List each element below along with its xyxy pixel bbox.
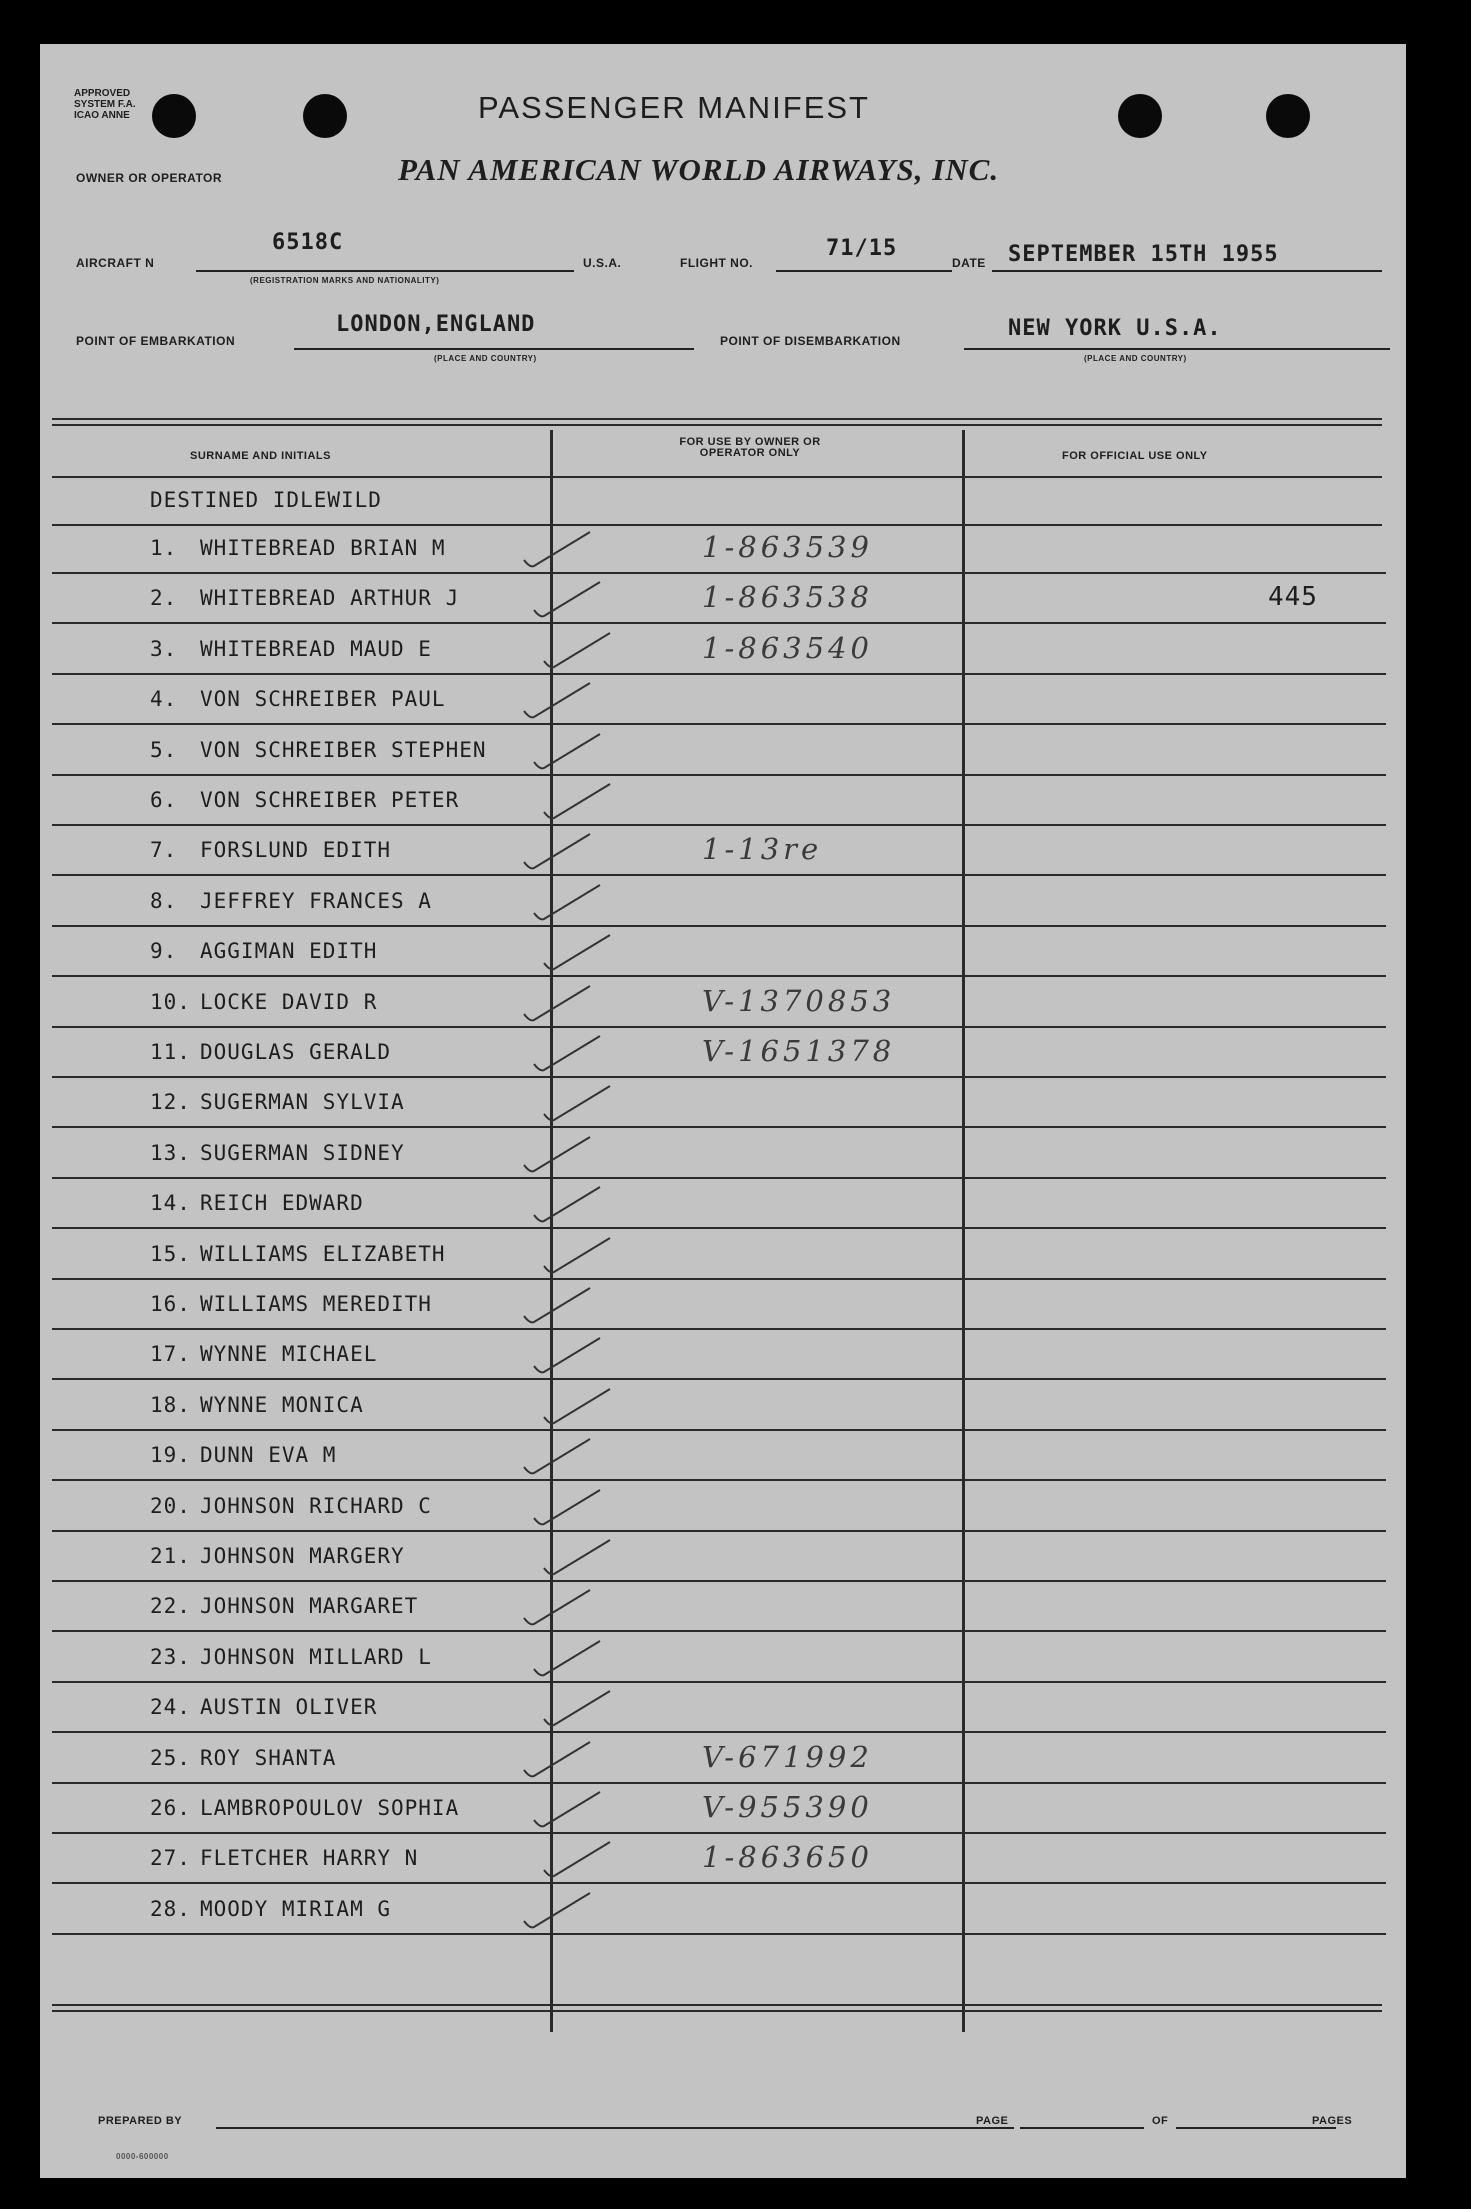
passenger-name bbox=[150, 1544, 405, 1568]
passenger-row bbox=[40, 1532, 1406, 1582]
row-rule bbox=[52, 1731, 1386, 1733]
disembark-underline bbox=[964, 348, 1390, 350]
passenger-name bbox=[150, 1342, 377, 1366]
passenger-row bbox=[40, 574, 1406, 624]
check-mark-icon bbox=[520, 826, 610, 876]
passenger-row bbox=[40, 1734, 1406, 1784]
passenger-name-text: JOHNSON RICHARD C bbox=[200, 1494, 432, 1518]
passenger-name bbox=[150, 637, 432, 661]
check-mark-icon bbox=[530, 726, 620, 776]
col-header-owner: FOR USE BY OWNER OR OPERATOR ONLY bbox=[679, 436, 821, 459]
passenger-number: 13. bbox=[150, 1141, 191, 1165]
passenger-name-text: WILLIAMS MEREDITH bbox=[200, 1292, 432, 1316]
check-mark-icon bbox=[540, 1834, 630, 1884]
passenger-name bbox=[150, 1594, 418, 1618]
disembark-caption: (PLACE AND COUNTRY) bbox=[1084, 354, 1187, 363]
passenger-row bbox=[40, 1078, 1406, 1128]
passenger-name-text: ROY SHANTA bbox=[200, 1746, 337, 1770]
passenger-name-text: AGGIMAN EDITH bbox=[200, 939, 378, 963]
passenger-number: 1. bbox=[150, 536, 178, 560]
passenger-number: 21. bbox=[150, 1544, 191, 1568]
passenger-number: 26. bbox=[150, 1796, 191, 1820]
passenger-number: 4. bbox=[150, 687, 178, 711]
row-rule bbox=[52, 1227, 1386, 1229]
check-mark-icon bbox=[530, 1482, 620, 1532]
check-mark-icon bbox=[520, 1431, 610, 1481]
passenger-number: 23. bbox=[150, 1645, 191, 1669]
passenger-name-text: VON SCHREIBER PETER bbox=[200, 788, 460, 812]
disembark-label: POINT OF DISEMBARKATION bbox=[720, 334, 901, 348]
passenger-name bbox=[150, 687, 446, 711]
passenger-name bbox=[150, 1141, 405, 1165]
punch-hole-1 bbox=[152, 94, 196, 138]
row-rule bbox=[52, 1933, 1386, 1935]
form-code: 0000-600000 bbox=[116, 2152, 169, 2161]
passenger-name bbox=[150, 1494, 432, 1518]
ticket-number: V-1370853 bbox=[702, 984, 896, 1018]
check-mark-icon bbox=[520, 1885, 610, 1935]
passenger-name bbox=[150, 990, 377, 1014]
check-mark-icon bbox=[540, 1683, 630, 1733]
check-mark-icon bbox=[540, 1230, 630, 1280]
passenger-row bbox=[40, 524, 1406, 574]
row-rule bbox=[52, 1630, 1386, 1632]
check-mark-icon bbox=[530, 877, 620, 927]
passenger-number: 19. bbox=[150, 1443, 191, 1467]
passenger-name-text: WHITEBREAD BRIAN M bbox=[200, 536, 446, 560]
flight-value: 71/15 bbox=[826, 236, 898, 261]
passenger-name-text: AUSTIN OLIVER bbox=[200, 1695, 378, 1719]
passenger-name bbox=[150, 1695, 377, 1719]
passenger-number: 10. bbox=[150, 990, 191, 1014]
passenger-name bbox=[150, 1846, 418, 1870]
prepared-underline bbox=[216, 2127, 1014, 2129]
row-rule bbox=[52, 723, 1386, 725]
passenger-name bbox=[150, 838, 391, 862]
passenger-name bbox=[150, 1645, 432, 1669]
passenger-name bbox=[150, 536, 446, 560]
row-rule bbox=[52, 975, 1386, 977]
passenger-name-text: WYNNE MONICA bbox=[200, 1393, 364, 1417]
table-top-rule-2 bbox=[52, 424, 1382, 426]
passenger-row bbox=[40, 1582, 1406, 1632]
check-mark-icon bbox=[530, 1330, 620, 1380]
approval-line-2: SYSTEM F.A. bbox=[74, 99, 136, 110]
page-underline bbox=[1020, 2127, 1144, 2129]
passenger-name bbox=[150, 1746, 336, 1770]
row-rule bbox=[52, 874, 1386, 876]
passenger-row bbox=[40, 1129, 1406, 1179]
passenger-name bbox=[150, 1393, 364, 1417]
passenger-name-text: JOHNSON MILLARD L bbox=[200, 1645, 432, 1669]
passenger-number: 5. bbox=[150, 738, 178, 762]
passenger-row bbox=[40, 1179, 1406, 1229]
passenger-name bbox=[150, 1040, 391, 1064]
page-label: PAGE bbox=[976, 2115, 1009, 2127]
of-label: OF bbox=[1152, 2115, 1169, 2127]
passenger-name-text: SUGERMAN SIDNEY bbox=[200, 1141, 405, 1165]
check-mark-icon bbox=[540, 1381, 630, 1431]
passenger-row bbox=[40, 877, 1406, 927]
check-mark-icon bbox=[520, 524, 610, 574]
passenger-name-text: SUGERMAN SYLVIA bbox=[200, 1090, 405, 1114]
check-mark-icon bbox=[540, 1532, 630, 1582]
passenger-name-text: WHITEBREAD MAUD E bbox=[200, 637, 432, 661]
passenger-name-text: WILLIAMS ELIZABETH bbox=[200, 1242, 446, 1266]
passenger-name bbox=[150, 788, 459, 812]
passenger-row bbox=[40, 1230, 1406, 1280]
embark-value: LONDON,ENGLAND bbox=[336, 312, 536, 337]
passenger-number: 3. bbox=[150, 637, 178, 661]
passenger-name bbox=[150, 1191, 364, 1215]
passenger-name bbox=[150, 1242, 446, 1266]
passenger-number: 6. bbox=[150, 788, 178, 812]
passenger-name-text: WYNNE MICHAEL bbox=[200, 1342, 378, 1366]
passenger-name-text: JOHNSON MARGERY bbox=[200, 1544, 405, 1568]
passenger-name-text: MOODY MIRIAM G bbox=[200, 1897, 392, 1921]
table-top-rule-1 bbox=[52, 418, 1382, 420]
check-mark-icon bbox=[530, 1633, 620, 1683]
manifest-sheet bbox=[40, 44, 1406, 2178]
row-rule bbox=[52, 622, 1386, 624]
check-mark-icon bbox=[540, 776, 630, 826]
passenger-name bbox=[150, 1897, 391, 1921]
date-underline bbox=[992, 270, 1382, 272]
header-rule bbox=[52, 476, 1382, 478]
official-number: 445 bbox=[1268, 582, 1318, 612]
passenger-row bbox=[40, 826, 1406, 876]
passenger-number: 15. bbox=[150, 1242, 191, 1266]
ticket-number: V-671992 bbox=[702, 1740, 873, 1774]
passenger-row bbox=[40, 1482, 1406, 1532]
destined-note: DESTINED IDLEWILD bbox=[150, 488, 382, 512]
passenger-name bbox=[150, 939, 377, 963]
aircraft-value: 6518C bbox=[272, 230, 344, 255]
passenger-number: 16. bbox=[150, 1292, 191, 1316]
aircraft-underline bbox=[196, 270, 574, 272]
approval-line-1: APPROVED bbox=[74, 88, 131, 99]
operator-name: PAN AMERICAN WORLD AIRWAYS, INC. bbox=[398, 152, 1000, 187]
passenger-name bbox=[150, 1292, 432, 1316]
ticket-number: 1-863538 bbox=[702, 580, 873, 614]
passenger-row bbox=[40, 675, 1406, 725]
ticket-number: 1-863539 bbox=[702, 530, 873, 564]
passenger-row bbox=[40, 726, 1406, 776]
passenger-number: 22. bbox=[150, 1594, 191, 1618]
embark-caption: (PLACE AND COUNTRY) bbox=[434, 354, 537, 363]
check-mark-icon bbox=[520, 978, 610, 1028]
passenger-number: 8. bbox=[150, 889, 178, 913]
passenger-row bbox=[40, 1330, 1406, 1380]
passenger-name-text: VON SCHREIBER PAUL bbox=[200, 687, 446, 711]
passenger-name-text: DUNN EVA M bbox=[200, 1443, 337, 1467]
passenger-row bbox=[40, 1431, 1406, 1481]
check-mark-icon bbox=[520, 1582, 610, 1632]
passenger-name-text: REICH EDWARD bbox=[200, 1191, 364, 1215]
check-mark-icon bbox=[540, 625, 630, 675]
embark-underline bbox=[294, 348, 694, 350]
passenger-row bbox=[40, 625, 1406, 675]
date-value: SEPTEMBER 15TH 1955 bbox=[1008, 242, 1279, 267]
passenger-row bbox=[40, 1633, 1406, 1683]
owner-label: OWNER OR OPERATOR bbox=[76, 171, 223, 185]
approval-line-3: ICAO ANNE bbox=[74, 110, 130, 121]
flight-label: FLIGHT NO. bbox=[680, 256, 753, 270]
check-mark-icon bbox=[530, 1179, 620, 1229]
passenger-number: 11. bbox=[150, 1040, 191, 1064]
registration-caption: (REGISTRATION MARKS AND NATIONALITY) bbox=[250, 276, 440, 285]
passenger-name-text: JEFFREY FRANCES A bbox=[200, 889, 432, 913]
passenger-row bbox=[40, 1683, 1406, 1733]
passenger-number: 17. bbox=[150, 1342, 191, 1366]
passenger-name bbox=[150, 738, 487, 762]
passenger-name bbox=[150, 889, 432, 913]
passenger-number: 18. bbox=[150, 1393, 191, 1417]
ticket-number: 1-863650 bbox=[702, 1840, 873, 1874]
passenger-row bbox=[40, 1885, 1406, 1935]
check-mark-icon bbox=[520, 1280, 610, 1330]
passenger-number: 27. bbox=[150, 1846, 191, 1870]
passenger-number: 20. bbox=[150, 1494, 191, 1518]
passenger-name-text: FLETCHER HARRY N bbox=[200, 1846, 419, 1870]
check-mark-icon bbox=[530, 1028, 620, 1078]
aircraft-label: AIRCRAFT N bbox=[76, 256, 155, 270]
passenger-number: 14. bbox=[150, 1191, 191, 1215]
passenger-number: 25. bbox=[150, 1746, 191, 1770]
check-mark-icon bbox=[520, 1129, 610, 1179]
passenger-name-text: LAMBROPOULOV SOPHIA bbox=[200, 1796, 460, 1820]
ticket-number: V-1651378 bbox=[702, 1034, 896, 1068]
row-rule bbox=[52, 1479, 1386, 1481]
passenger-row bbox=[40, 1280, 1406, 1330]
ticket-number: V-955390 bbox=[702, 1790, 873, 1824]
col-header-surname: SURNAME AND INITIALS bbox=[190, 450, 331, 462]
passenger-number: 12. bbox=[150, 1090, 191, 1114]
row-rule bbox=[52, 1378, 1386, 1380]
table-bottom-rule-1 bbox=[52, 2004, 1382, 2006]
ticket-number: 1-13re bbox=[702, 832, 823, 866]
check-mark-icon bbox=[540, 927, 630, 977]
row-rule bbox=[52, 1126, 1386, 1128]
passenger-name-text: WHITEBREAD ARTHUR J bbox=[200, 586, 460, 610]
row-rule bbox=[52, 1882, 1386, 1884]
form-title: PASSENGER MANIFEST bbox=[478, 90, 870, 125]
ticket-number: 1-863540 bbox=[702, 631, 873, 665]
passenger-row bbox=[40, 1784, 1406, 1834]
passenger-name bbox=[150, 1796, 459, 1820]
passenger-row bbox=[40, 978, 1406, 1028]
embark-label: POINT OF EMBARKATION bbox=[76, 334, 236, 348]
passenger-row bbox=[40, 1381, 1406, 1431]
disembark-value: NEW YORK U.S.A. bbox=[1008, 316, 1222, 341]
passenger-name-text: DOUGLAS GERALD bbox=[200, 1040, 392, 1064]
punch-hole-3 bbox=[1118, 94, 1162, 138]
check-mark-icon bbox=[530, 574, 620, 624]
col-header-official: FOR OFFICIAL USE ONLY bbox=[1062, 450, 1208, 462]
passenger-name-text: FORSLUND EDITH bbox=[200, 838, 392, 862]
passenger-name-text: LOCKE DAVID R bbox=[200, 990, 378, 1014]
passenger-name-text: VON SCHREIBER STEPHEN bbox=[200, 738, 487, 762]
of-underline bbox=[1176, 2127, 1336, 2129]
passenger-name bbox=[150, 586, 459, 610]
check-mark-icon bbox=[530, 1784, 620, 1834]
passenger-row bbox=[40, 776, 1406, 826]
passenger-row bbox=[40, 1028, 1406, 1078]
check-mark-icon bbox=[520, 1734, 610, 1784]
check-mark-icon bbox=[520, 675, 610, 725]
check-mark-icon bbox=[540, 1078, 630, 1128]
passenger-number: 28. bbox=[150, 1897, 191, 1921]
table-bottom-rule-2 bbox=[52, 2010, 1382, 2012]
passenger-row bbox=[40, 1834, 1406, 1884]
passenger-row bbox=[40, 927, 1406, 977]
passenger-number: 24. bbox=[150, 1695, 191, 1719]
passenger-number: 2. bbox=[150, 586, 178, 610]
passenger-number: 7. bbox=[150, 838, 178, 862]
passenger-name bbox=[150, 1090, 405, 1114]
pages-label: PAGES bbox=[1312, 2115, 1353, 2127]
usa-label: U.S.A. bbox=[583, 256, 622, 270]
punch-hole-4 bbox=[1266, 94, 1310, 138]
passenger-number: 9. bbox=[150, 939, 178, 963]
passenger-name-text: JOHNSON MARGARET bbox=[200, 1594, 419, 1618]
flight-underline bbox=[776, 270, 952, 272]
passenger-name bbox=[150, 1443, 336, 1467]
punch-hole-2 bbox=[303, 94, 347, 138]
prepared-label: PREPARED BY bbox=[98, 2115, 183, 2127]
date-label: DATE bbox=[952, 256, 986, 270]
